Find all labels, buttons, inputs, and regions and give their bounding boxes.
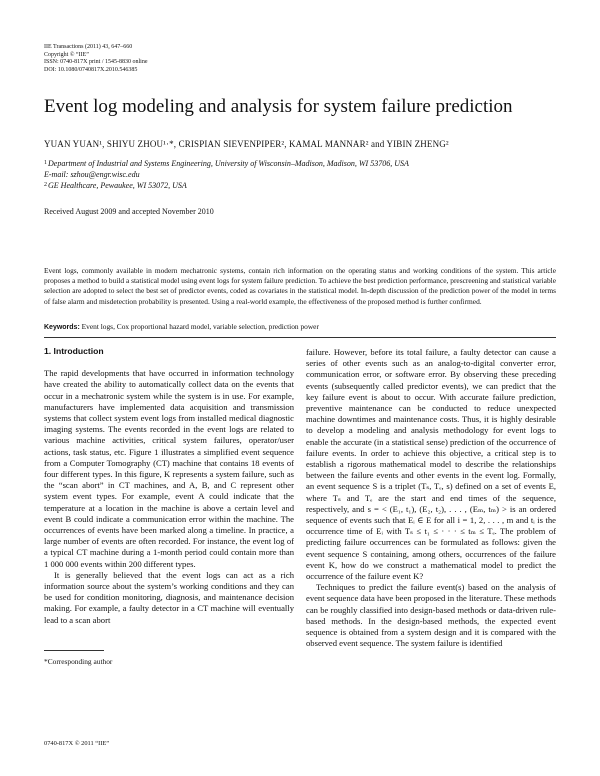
author-list: YUAN YUAN¹, SHIYU ZHOU¹·*, CRISPIAN SIEVENPIPER², KAMAL MANNAR² and YIBIN ZHENG²	[44, 139, 449, 149]
affiliation-2	[44, 180, 409, 191]
affiliations	[44, 158, 409, 191]
body-paragraph: It is generally believed that the event logs can act as a rich information source about the system’s working conditions and they can be used for condition monitoring, diagnosis, and maintenance decision making. For example, a faulty detector in a CT machine will eventually lead to a scan abort	[44, 569, 294, 625]
journal-header	[44, 44, 148, 74]
copyright-line: Copyright © “IIE”	[44, 51, 89, 58]
section-divider	[44, 337, 556, 338]
corresponding-author-note: *Corresponding author	[44, 657, 113, 666]
right-column	[306, 347, 556, 649]
body-paragraph: failure. However, before its total failure, a faulty detector can cause a series of other events such as an analog-to-digital converter error, communication error, or software error. By observing these preceding events (subsequently called predictor events), we can predict that the key failure event is about to occur. With accurate failure prediction, preventive maintenance can be conducted to reduce unexpected machine downtimes and maintenance costs. Thus, it is highly desirable to develop a modeling and analysis methodology for event logs to enable the accurate (in a statistical sense) prediction of the occurrence of failure events. In order to achieve this objective, a critical step is to establish a rigorous mathematical model to describe the relationships between the failure events and other events in the event log. Formally, an event sequence S is a triplet (Tₛ, Tₑ, s) defined on a set of events E, where Tₛ and Tₑ are the start and end times of the sequence, respectively, and s = < (E₁, t₁), (E₂, t₂), . . . , (Eₘ, tₘ) > is an ordered sequence of events such that Eᵢ ∈ E for all i = 1, 2, . . . , m and tᵢ is the occurrence time of Eᵢ with Tₛ ≤ t₁ ≤ · · · ≤ tₘ ≤ Tₑ. The problem of predicting failure occurrences can be formulated as follows: given the event sequence S containing, among others, occurrences of the failure event K, how do we construct a mathematical model to predict the occurrence of the failure event K?	[306, 347, 556, 582]
keywords	[44, 322, 556, 331]
paper-title: Event log modeling and analysis for system failure prediction	[44, 96, 513, 117]
footnote-divider	[44, 650, 104, 651]
page-footer: 0740-817X © 2011 “IIE”	[44, 740, 110, 747]
keywords-text: Event logs, Cox proportional hazard model, variable selection, prediction power	[81, 322, 319, 331]
body-paragraph: Techniques to predict the failure event(s) based on the analysis of event sequence data have been proposed in the literature. These methods can be roughly classified into design-based methods or data-driven rule-based methods. In the design-based methods, the expected event sequence is obtained from a system design and it is compared with the observed event sequence. The system failure is identified	[306, 582, 556, 649]
affiliation-1	[44, 158, 409, 169]
affiliation-marker: 1	[44, 160, 47, 166]
section-heading: 1. Introduction	[44, 346, 104, 356]
issn-line: ISSN: 0740-817X print / 1545-8830 online	[44, 59, 148, 66]
keywords-label: Keywords:	[44, 324, 80, 331]
email-text[interactable]: E-mail: szhou@engr.wisc.edu	[44, 170, 140, 179]
journal-citation: IIE Transactions (2011) 43, 647–660	[44, 44, 133, 50]
doi-link[interactable]: DOI: 10.1080/0740817X.2010.546385	[44, 66, 138, 73]
affiliation-text: Department of Industrial and Systems Engineering, University of Wisconsin–Madison, Madison, WI 53706, USA	[48, 159, 409, 168]
received-date: Received August 2009 and accepted November 2010	[44, 207, 214, 216]
abstract-text: Event logs, commonly available in modern mechatronic systems, contain rich information on the operating status and working conditions of the system. This article proposes a method to build a statistical model using event logs for system failure prediction. To achieve the best prediction performance, prescreening and statistical variable selection are adopted to select the best set of predictor events, coded as covariates in the statistical model. In-depth discussion of the prediction power of the model in terms of false alarm and misdetection probability is presented. Using a real-world example, the effectiveness of the proposed method is further confirmed.	[44, 266, 556, 306]
author-email[interactable]	[44, 169, 409, 180]
affiliation-marker: 2	[44, 182, 47, 188]
body-paragraph: The rapid developments that have occurred in information technology have created the ability to automatically collect data on the events that occur in a mechatronic system while the system is in use. For example, manufacturers have implemented data acquisition and transmission systems that collect system event logs from installed medical diagnostic imaging systems. The events recorded in the event logs are related to various machine activities, critical system failures, operator/user actions, task status, etc. Figure 1 illustrates a simplified event sequence from a Computer Tomography (CT) machine that contains 18 events of four different types. In this figure, K represents a system failure, such as the “scan abort” in CT machines, and A, B, and C represent other system event types. For example, event A could indicate that the temperature at a location in the machine is above a certain level and event B could indicate a communication error within the machine. The occurrences of events have been marked along a timeline. In practice, a large number of events are often recorded. For instance, the event log of a typical CT machine during a 1-month period could contain more than 1 000 000 events within 200 different types.	[44, 368, 294, 569]
left-column	[44, 346, 294, 626]
affiliation-text: GE Healthcare, Pewaukee, WI 53072, USA	[48, 181, 187, 190]
